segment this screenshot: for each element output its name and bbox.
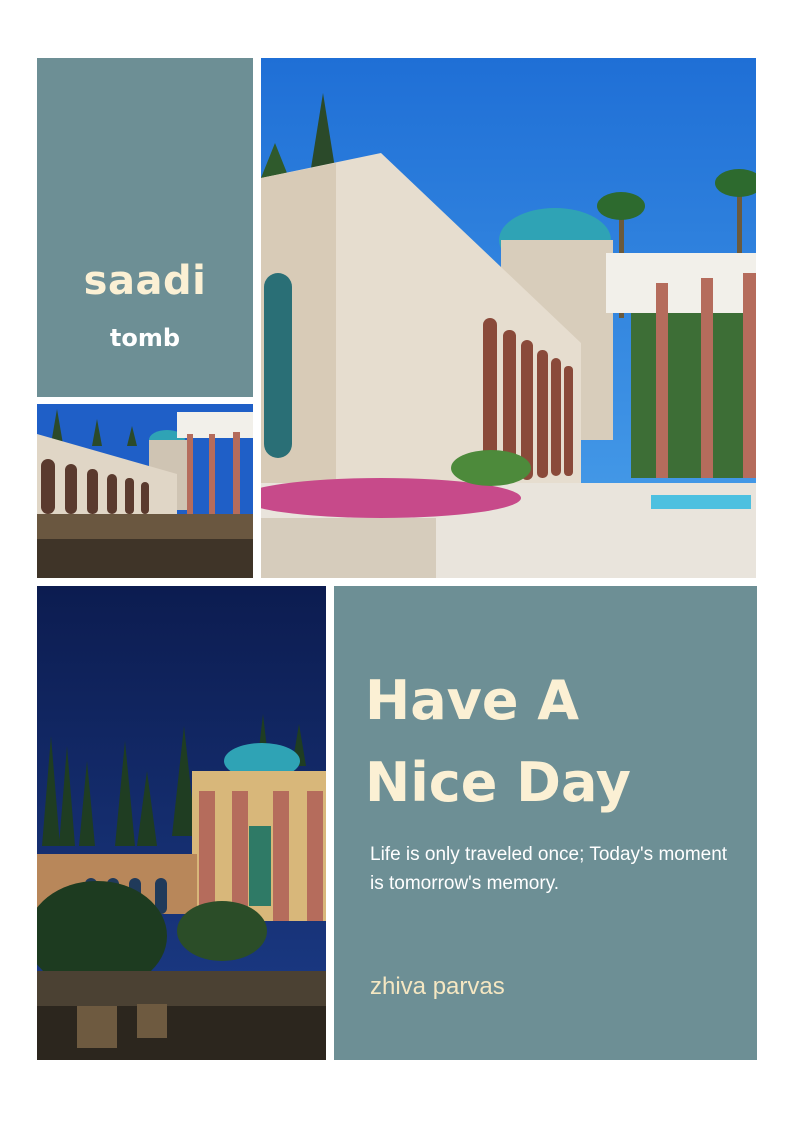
quote-panel: [334, 586, 757, 1060]
tomb-daytime-photo: [261, 58, 756, 578]
title-panel: [37, 58, 253, 397]
author-name: zhiva parvas: [370, 973, 505, 1000]
tomb-courtyard-photo: [37, 404, 253, 578]
title-main: saadi: [83, 258, 207, 304]
quote-text: Life is only traveled once; Today's moment is tomorrow's memory.: [370, 844, 728, 894]
headline-line-1: Have A: [365, 669, 580, 732]
title-sub: tomb: [109, 324, 181, 352]
headline-line-2: Nice Day: [365, 751, 631, 814]
headline: [365, 660, 745, 824]
tomb-night-photo: [37, 586, 326, 1060]
